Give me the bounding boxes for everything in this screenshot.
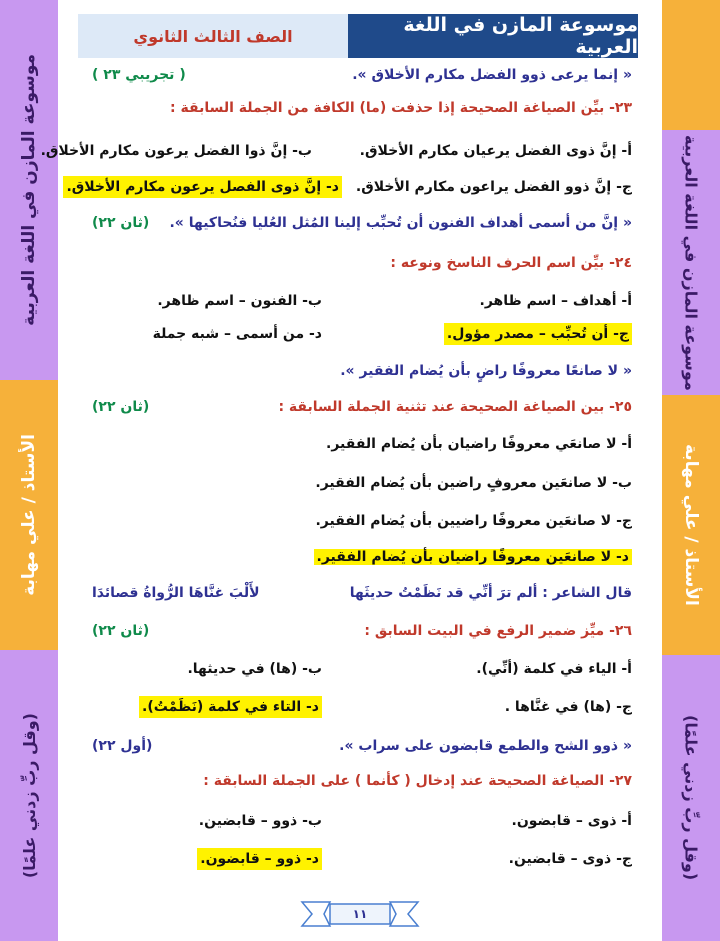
right-band-top — [662, 0, 720, 130]
q24-option-a: أ- أهداف – اسم ظاهر. — [479, 293, 632, 309]
q25-source: (ثان ٢٢) — [92, 399, 150, 415]
q27-option-b: ب- ذوو – قابضين. — [198, 813, 322, 829]
q25-option-a: أ- لا صانعَي معروفًا راضيان بأن يُضام الفقير. — [326, 436, 632, 452]
header-grade: الصف الثالث الثانوي — [78, 14, 348, 58]
q27-option-d: د- ذوو – قابضون. — [197, 848, 322, 870]
q27-quote-line — [92, 735, 632, 757]
q26-poem-first-hemistich: قال الشاعر : ألم ترَ أنِّي قد نَظَمْتُ حديثَها — [349, 585, 632, 601]
left-band-prayer — [0, 650, 58, 941]
q23-stem: ٢٣- بيِّن الصياغة الصحيحة إذا حذفت (ما) الكافة من الجملة السابقة : — [170, 100, 632, 116]
right-band-prayer-text: (وقل ربِّ زدني علمًا) — [681, 715, 701, 881]
q27-source: (أول ٢٢) — [92, 738, 153, 754]
q24-quote: « إنَّ من أسمى أهداف الفنون أن تُحبِّب إلينا المُثل العُليا فنُحاكيها ». — [169, 215, 632, 231]
q25-stem: ٢٥- بين الصياغة الصحيحة عند تثنية الجملة السابقة : — [278, 399, 632, 415]
q24-option-c: ج- أن تُحبِّب – مصدر مؤول. — [444, 323, 632, 345]
q25-option-b: ب- لا صانعَين معروفٍ راضين بأن يُضام الفقير. — [315, 475, 632, 491]
header-title: موسوعة المازن في اللغة العربية — [348, 14, 638, 58]
q26-stem: ٢٦- ميِّز ضمير الرفع في البيت السابق : — [364, 623, 632, 639]
q26-poem-second-hemistich: لأَلْبَ غنَّاهَا الرُّواةُ قصائدَا — [92, 585, 260, 601]
q27-stem: ٢٧- الصياغة الصحيحة عند إدخال ( كأنما ) على الجملة السابقة : — [203, 773, 632, 789]
page-header — [78, 14, 638, 58]
q25-stem-line — [92, 396, 632, 418]
q27-option-c: ج- ذوى – قابضين. — [508, 851, 632, 867]
q23-source: ( تجريبي ٢٣ ) — [92, 67, 186, 83]
left-band-encyclopedia — [0, 0, 58, 380]
right-side-band — [662, 0, 720, 941]
q27-option-a: أ- ذوى – قابضون. — [511, 813, 632, 829]
q26-source: (ثان ٢٢) — [92, 623, 150, 639]
right-band-encyclopedia-text: موسوعة المازن في اللغة العربية — [681, 134, 701, 391]
q23-option-c: ج- إنَّ ذوو الفضل يراعون مكارم الأخلاق. — [355, 179, 632, 195]
q25-option-c: ج- لا صانعَين معروفًا راضيين بأن يُضام الفقير. — [315, 513, 632, 529]
q26-stem-line — [92, 620, 632, 642]
q26-option-c: ج- (ها) في غنَّاها . — [504, 699, 632, 715]
q23-option-d: د- إنَّ ذوى الفصل يرعون مكارم الأخلاق. — [63, 176, 342, 198]
q26-option-b: ب- (ها) في حديثها. — [187, 661, 322, 677]
q26-option-d: د- التاء في كلمة (نَظَمْتُ). — [139, 696, 322, 718]
page-number: ١١ — [352, 907, 368, 921]
q25-option-d-line — [92, 546, 632, 568]
right-band-prayer — [662, 655, 720, 941]
right-band-teacher — [662, 395, 720, 655]
left-band-encyclopedia-text: موسوعة المازن في اللغة العربية — [19, 54, 39, 326]
q24-quote-line — [92, 212, 632, 234]
right-band-teacher-text: الأستاذ / علي مهابة — [681, 444, 701, 606]
q23-quote-line — [92, 64, 632, 86]
q24-option-b: ب- الفنون – اسم ظاهر. — [157, 293, 322, 309]
q25-option-d: د- لا صانعَين معروفًا راضيان بأن يُضام الفقير. — [314, 549, 633, 565]
q25-quote-line — [92, 360, 632, 382]
q24-source: (ثان ٢٢) — [92, 215, 150, 231]
q25-quote: « لا صانعًا معروفًا راضٍ بأن يُضام الفقير ». — [340, 363, 632, 379]
q23-option-a: أ- إنَّ ذوى الفضل يرعيان مكارم الأخلاق. — [359, 143, 632, 159]
right-band-encyclopedia — [662, 130, 720, 395]
left-band-prayer-text: (وقل ربِّ زدني علمًا) — [19, 712, 39, 879]
left-band-teacher — [0, 380, 58, 650]
q27-quote: « ذوو الشح والطمع قابضون على سراب ». — [339, 738, 632, 754]
q24-option-d: د- من أسمى – شبه جملة — [152, 326, 322, 342]
page-number-box — [300, 900, 420, 928]
q23-quote: « إنما يرعى ذوو الفضل مكارم الأخلاق ». — [352, 67, 632, 83]
left-band-teacher-text: الأستاذ / علي مهابة — [19, 434, 39, 596]
q24-stem: ٢٤- بيِّن اسم الحرف الناسخ ونوعه : — [390, 255, 632, 271]
q23-option-b: ب- إنَّ ذوا الفضل يرعون مكارم الأخلاق. — [40, 143, 312, 159]
q26-option-a: أ- الياء في كلمة (أنِّي). — [476, 661, 632, 677]
